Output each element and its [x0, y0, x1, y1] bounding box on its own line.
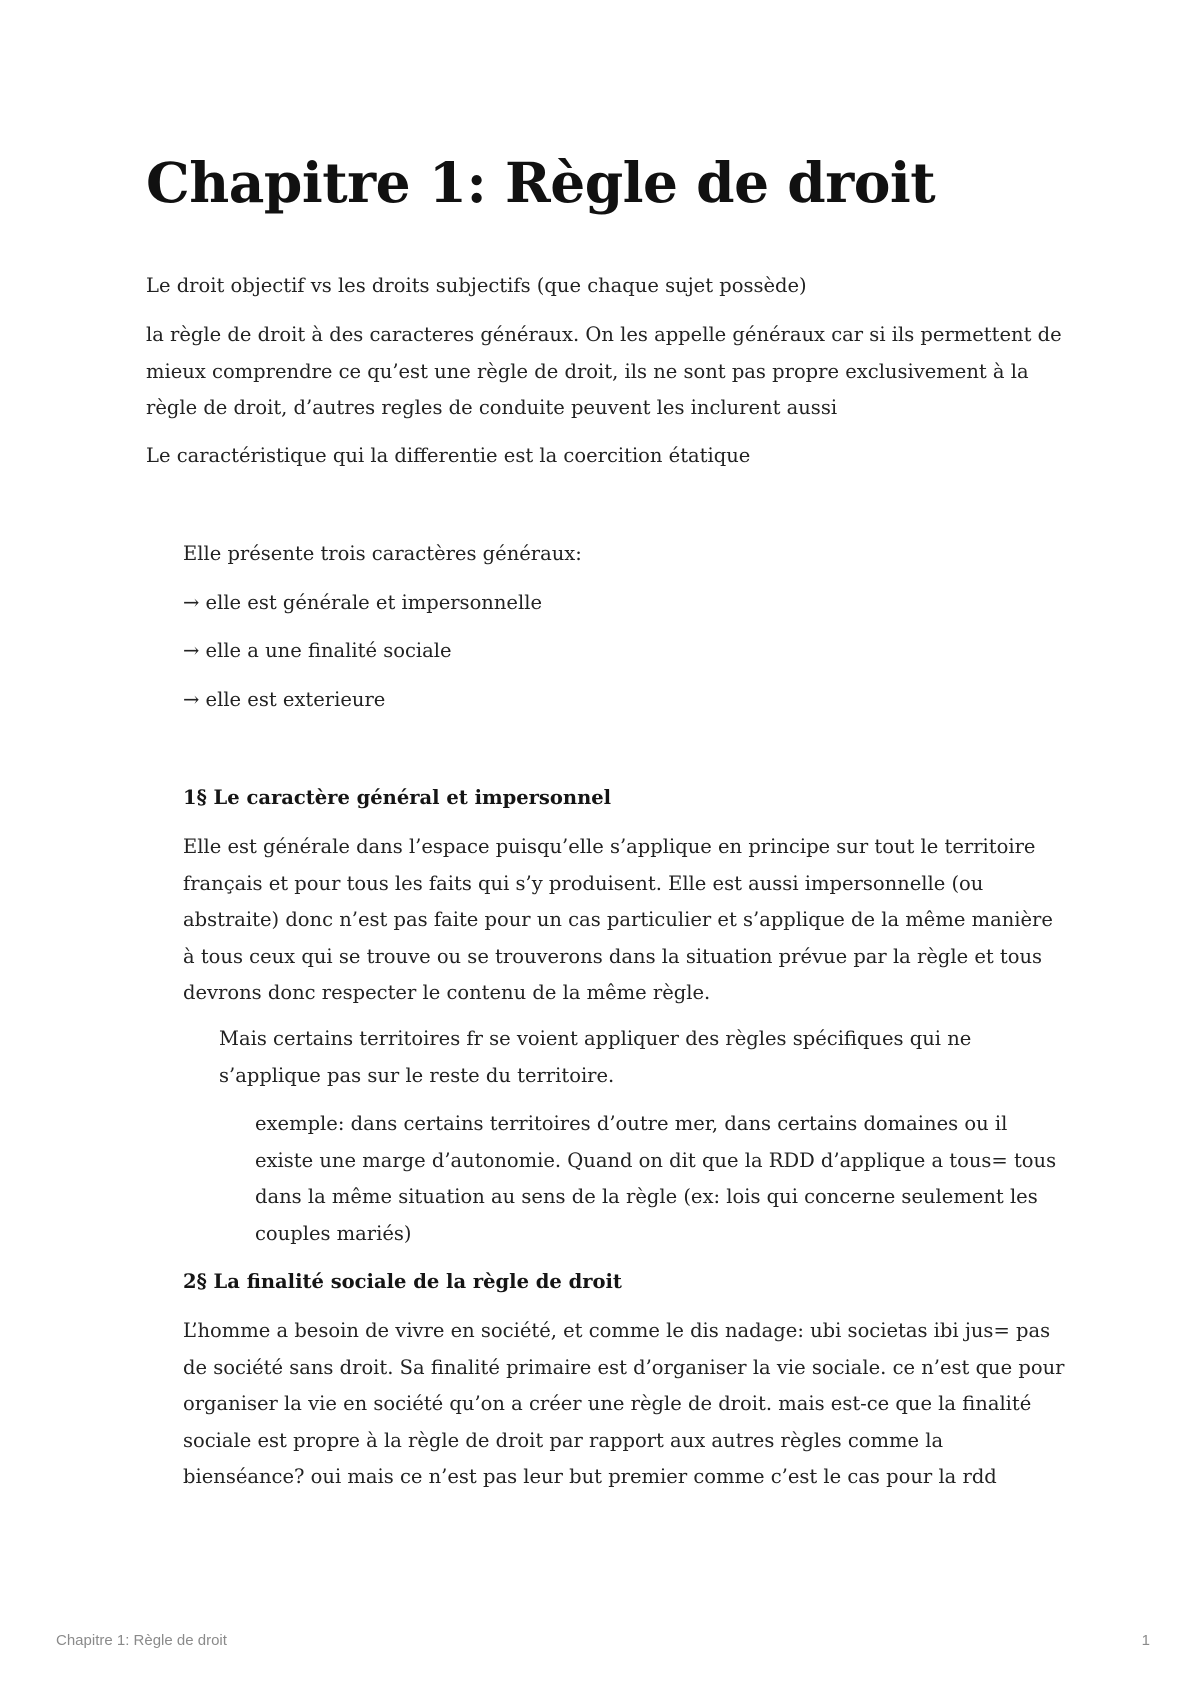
section-1-paragraph-1: Elle est générale dans l’espace puisqu’elle s’applique en principe sur tout le territoire français et pour tous les faits qui s’y produisent. Elle est aussi impersonnelle (ou abstraite) donc n’est pas faite pour un cas particulier et s’applique de la même manière à tous ceux qui se trouve ou se trouverons dans la situation prévue par la règle et tous devrons donc respecter le contenu de la même règle. [183, 835, 1053, 1004]
characters-lead: Elle présente trois caractères généraux: [183, 542, 582, 565]
characters-item-3: → elle est exterieure [183, 688, 386, 711]
characters-item-1: → elle est générale et impersonnelle [183, 591, 542, 614]
section-2-heading: 2§ La finalité sociale de la règle de droit [183, 1270, 622, 1293]
footer-title: Chapitre 1: Règle de droit [56, 1632, 227, 1649]
section-1-paragraph-2: Mais certains territoires fr se voient appliquer des règles spécifiques qui ne s’applique pas sur le reste du territoire. [219, 1027, 972, 1087]
footer-page-number: 1 [1141, 1632, 1150, 1649]
characters-item-2: → elle a une finalité sociale [183, 639, 452, 662]
intro-paragraph-1: Le droit objectif vs les droits subjectifs (que chaque sujet possède) [146, 274, 807, 297]
page-title: Chapitre 1: Règle de droit [146, 150, 936, 215]
section-2-paragraph-1: L’homme a besoin de vivre en société, et comme le dis nadage: ubi societas ibi jus= pas de société sans droit. Sa finalité primaire est d’organiser la vie sociale. ce n’est que pour organiser la vie en société qu’on a créer une règle de droit. mais est-ce que la finalité sociale est propre à la règle de droit par rapport aux autres règles comme la bienséance? oui mais ce n’est pas leur but premier comme c’est le cas pour la rdd [183, 1319, 1065, 1488]
section-1-heading: 1§ Le caractère général et impersonnel [183, 786, 612, 809]
section-1-example: exemple: dans certains territoires d’outre mer, dans certains domaines ou il existe une marge d’autonomie. Quand on dit que la RDD d’applique a tous= tous dans la même situation au sens de la règle (ex: lois qui concerne seulement les couples mariés) [255, 1112, 1057, 1245]
intro-paragraph-3: Le caractéristique qui la differentie est la coercition étatique [146, 444, 751, 467]
intro-paragraph-2: la règle de droit à des caracteres généraux. On les appelle généraux car si ils permettent de mieux comprendre ce qu’est une règle de droit, ils ne sont pas propre exclusivement à la règle de droit, d’autres regles de conduite peuvent les inclurent aussi [146, 323, 1062, 419]
